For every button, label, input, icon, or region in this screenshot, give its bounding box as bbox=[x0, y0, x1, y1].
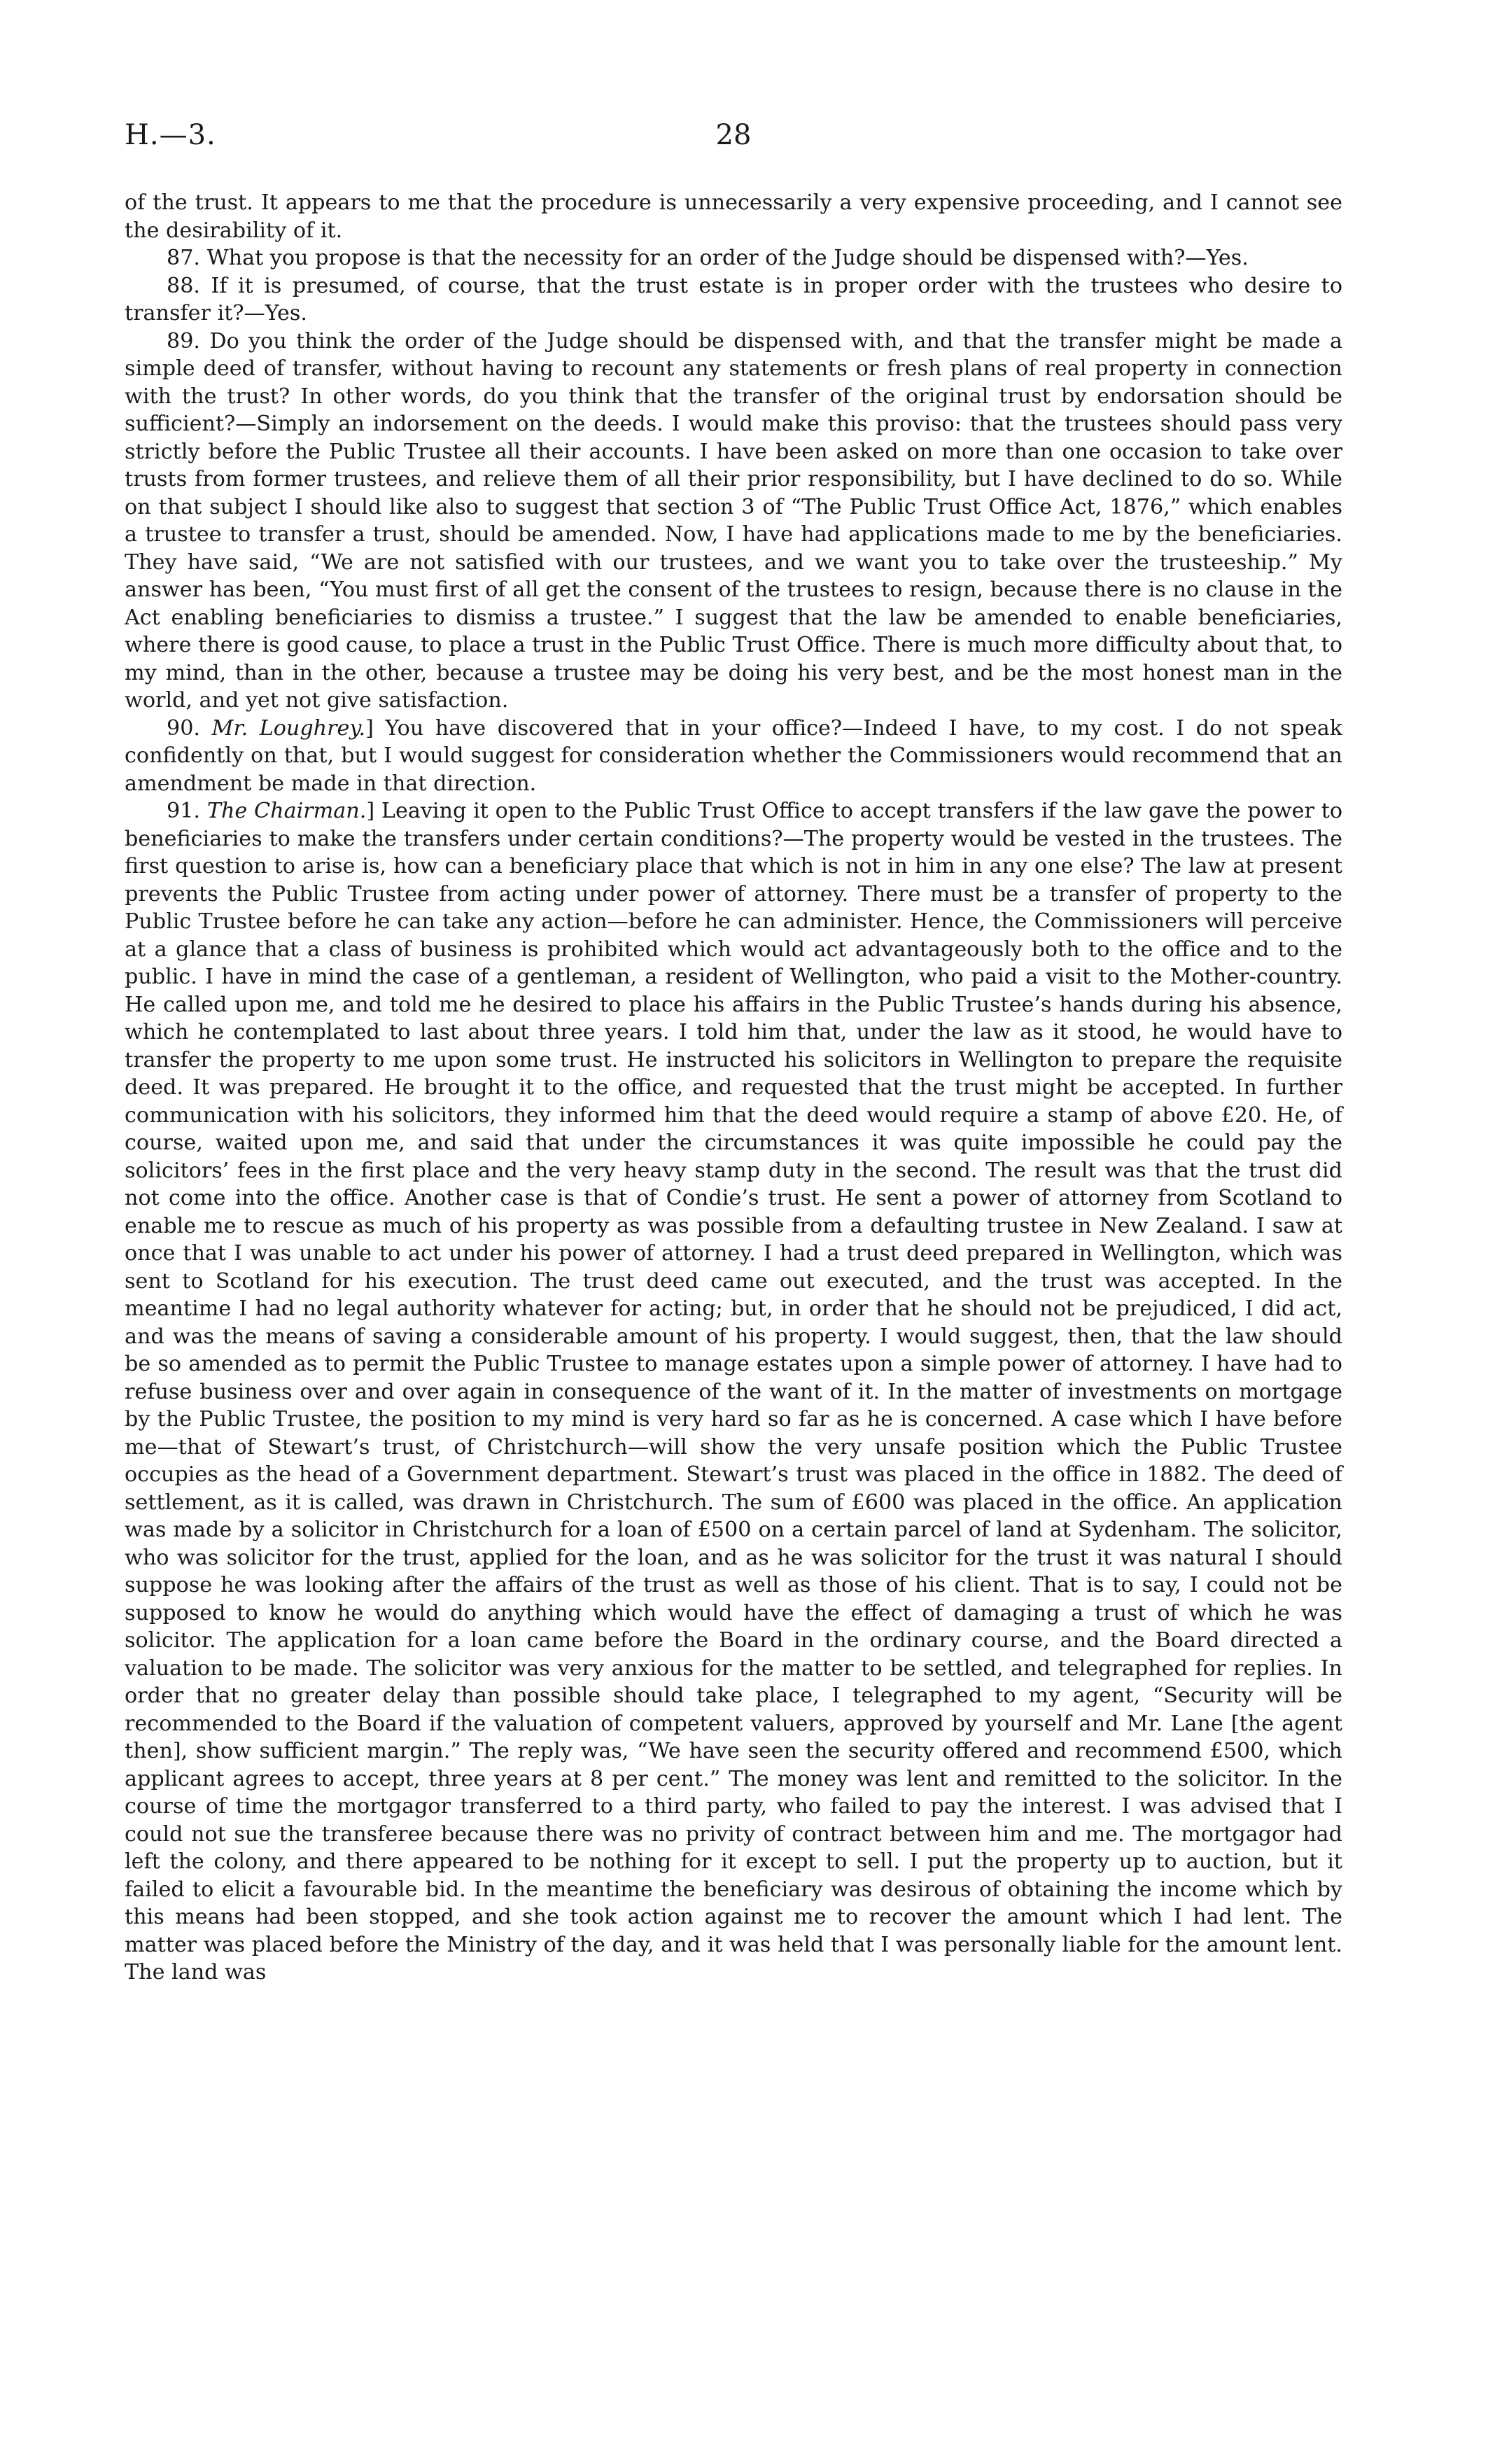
page-header bbox=[125, 119, 1342, 161]
paragraph-question-87: 87. What you propose is that the necessity for an order of the Judge should be dispensed with?—Yes. bbox=[167, 246, 1249, 270]
body-text bbox=[125, 189, 1342, 1987]
page-number: 28 bbox=[715, 119, 752, 151]
paragraph-question-91: 91. The Chairman.] Leaving it open to the Public Trust Office to accept transfers if the law gave the power to beneficiaries to make the transfers under certain conditions?—The property would be vested in the trustees. The first question to arise is, how can a beneficiary place that which is not in him in any one else? The law at present prevents the Public Trustee from acting under power of attorney. There must be a transfer of property to the Public Trustee before he can take any action—before he can administer. Hence, the Commissioners will perceive at a glance that a class of business is prohibited which would act advantageously both to the office and to the public. I have in mind the case of a gentleman, a resident of Wellington, who paid a visit to the Mother-country. He called upon me, and told me he desired to place his affairs in the Public Trustee’s hands during his absence, which he contemplated to last about three years. I told him that, under the law as it stood, he would have to transfer the property to me upon some trust. He instructed his solicitors in Wellington to prepare the requisite deed. It was prepared. He brought it to the office, and requested that the trust might be accepted. In further communication with his solicitors, they informed him that the deed would require a stamp of above £20. He, of course, waited upon me, and said that under the circumstances it was quite impossible he could pay the solicitors’ fees in the first place and the very heavy stamp duty in the second. The result was that the trust did not come into the office. Another case is that of Condie’s trust. He sent a power of attorney from Scotland to enable me to rescue as much of his property as was possible from a defaulting trustee in New Zealand. I saw at once that I was unable to act under his power of attorney. I had a trust deed prepared in Wellington, which was sent to Scotland for his execution. The trust deed came out executed, and the trust was accepted. In the meantime I had no legal authority whatever for acting; but, in order that he should not be prejudiced, I did act, and was the means of saving a considerable amount of his property. I would suggest, then, that the law should be so amended as to permit the Public Trustee to manage estates upon a simple power of attorney. I have had to refuse business over and over again in consequence of the want of it. In the matter of investments on mortgage by the Public Trustee, the position to my mind is very hard so far as he is concerned. A case which I have before me—that of Stewart’s trust, of Christchurch—will show the very unsafe position which the Public Trustee occupies as the head of a Government department. Stewart’s trust was placed in the office in 1882. The deed of settlement, as it is called, was drawn in Christchurch. The sum of £600 was placed in the office. An application was made by a solicitor in Christchurch for a loan of £500 on a certain parcel of land at Sydenham. The solicitor, who was solicitor for the trust, applied for the loan, and as he was solicitor for the trust it was natural I should suppose he was looking after the affairs of the trust as well as those of his client. That is to say, I could not be supposed to know he would do anything which would have the effect of damaging a trust of which he was solicitor. The application for a loan came before the Board in the ordinary course, and the Board directed a valuation to be made. The solicitor was very anxious for the matter to be settled, and telegraphed for replies. In order that no greater delay than possible should take place, I telegraphed to my agent, “Security will be recommended to the Board if the valuation of competent valuers, approved by yourself and Mr. Lane [the agent then], show sufficient margin.” The reply was, “We have seen the security offered and recommend £500, which applicant agrees to accept, three years at 8 per cent.” The money was lent and remitted to the solicitor. In the course of time the mortgagor transferred to a third party, who failed to pay the interest. I was advised that I could not sue the transferee because there was no privity of contract between him and me. The mortgagor had left the colony, and there appeared to be nothing for it except to sell. I put the property up to auction, but it failed to elicit a favourable bid. In the meantime the beneficiary was desirous of obtaining the income which by this means had been stopped, and she took action against me to recover the amount which I had lent. The matter was placed before the Ministry of the day, and it was held that I was personally liable for the amount lent. The land was bbox=[125, 799, 1342, 1984]
paragraph-question-88: 88. If it is presumed, of course, that the trust estate is in proper order with the trustees who desire to transfer it?—Yes. bbox=[125, 273, 1342, 326]
series-label: H.—3. bbox=[125, 119, 216, 151]
paragraph-continuation: of the trust. It appears to me that the procedure is unnecessarily a very expensive proceeding, and I cannot see the desirability of it. bbox=[125, 190, 1342, 243]
paragraph-question-89: 89. Do you think the order of the Judge should be dispensed with, and that the transfer might be made a simple deed of transfer, without having to recount any statements or fresh plans of real property in connection with the trust? In other words, do you think that the transfer of the original trust by endorsation should be sufficient?—Simply an indorsement on the deeds. I would make this proviso: that the trustees should pass very strictly before the Public Trustee all their accounts. I have been asked on more than one occasion to take over trusts from former trustees, and relieve them of all their prior responsibility, but I have declined to do so. While on that subject I should like also to suggest that section 3 of “The Public Trust Office Act, 1876,” which enables a trustee to transfer a trust, should be amended. Now, I have had applications made to me by the beneficiaries. They have said, “We are not satisfied with our trustees, and we want you to take over the trusteeship.” My answer has been, “You must first of all get the consent of the trustees to resign, because there is no clause in the Act enabling beneficiaries to dismiss a trustee.” I suggest that the law be amended to enable beneficiaries, where there is good cause, to place a trust in the Public Trust Office. There is much more difficulty about that, to my mind, than in the other, because a trustee may be doing his very best, and be the most honest man in the world, and yet not give satisfaction. bbox=[125, 328, 1342, 713]
speaker-name: Mr. Loughrey. bbox=[211, 715, 366, 741]
speaker-name: The Chairman. bbox=[206, 799, 367, 823]
paragraph-question-90: 90. Mr. Loughrey.] You have discovered that in your office?—Indeed I have, to my cost. I do not speak confidently on that, but I would suggest for consideration whether the Commissioners would recommend that an amendment be made in that direction. bbox=[125, 715, 1343, 796]
